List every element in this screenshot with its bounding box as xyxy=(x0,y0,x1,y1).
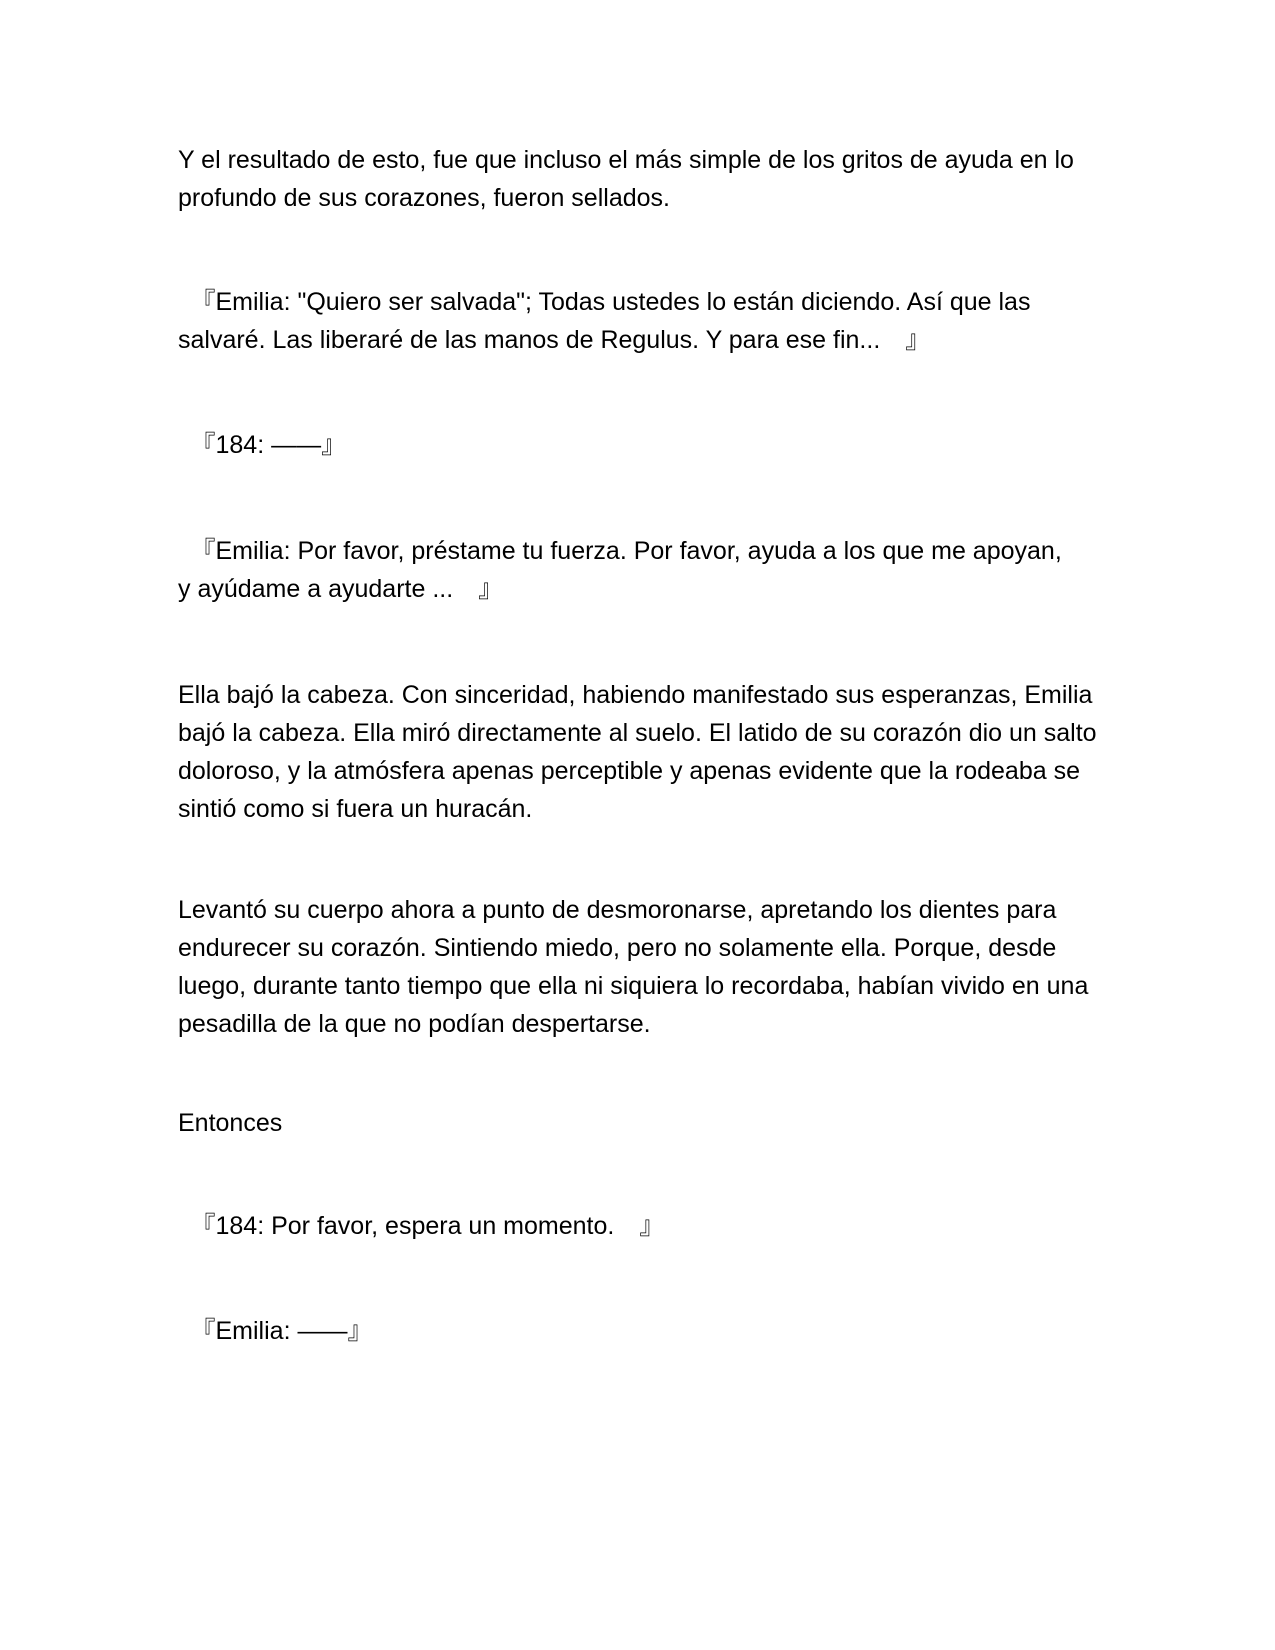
dialogue-184-1: 『184: ——』 xyxy=(178,431,347,459)
paragraph-3: Levantó su cuerpo ahora a punto de desmoronarse, apretando los dientes para endurecer su corazón. Sintiendo miedo, pero no solamente ella. Porque, desde luego, durante tanto tiempo que ella ni siquiera lo recordaba, habían vivido en una pesadilla de la que no podían despertarse. xyxy=(178,896,1089,1038)
paragraph-4: Entonces xyxy=(178,1109,283,1137)
paragraph-2: Ella bajó la cabeza. Con sinceridad, habiendo manifestado sus esperanzas, Emilia bajó la cabeza. Ella miró directamente al suelo. El latido de su corazón dio un salto doloroso, y la atmósfera apenas perceptible y apenas evidente que la rodeaba se sintió como si fuera un huracán. xyxy=(178,681,1097,823)
dialogue-emilia-3: 『Emilia: ——』 xyxy=(178,1317,373,1345)
dialogue-184-2: 『184: Por favor, espera un momento. 』 xyxy=(178,1212,665,1240)
dialogue-emilia-1: 『Emilia: "Quiero ser salvada"; Todas ustedes lo están diciendo. Así que las salvaré. Las liberaré de las manos de Regulus. Y para ese fin... 』 xyxy=(178,288,1031,354)
dialogue-emilia-2: 『Emilia: Por favor, préstame tu fuerza. Por favor, ayuda a los que me apoyan, y ayúdame a ayudarte ... 』 xyxy=(178,537,1062,603)
paragraph-1: Y el resultado de esto, fue que incluso el más simple de los gritos de ayuda en lo profundo de sus corazones, fueron sellados. xyxy=(178,146,1074,212)
